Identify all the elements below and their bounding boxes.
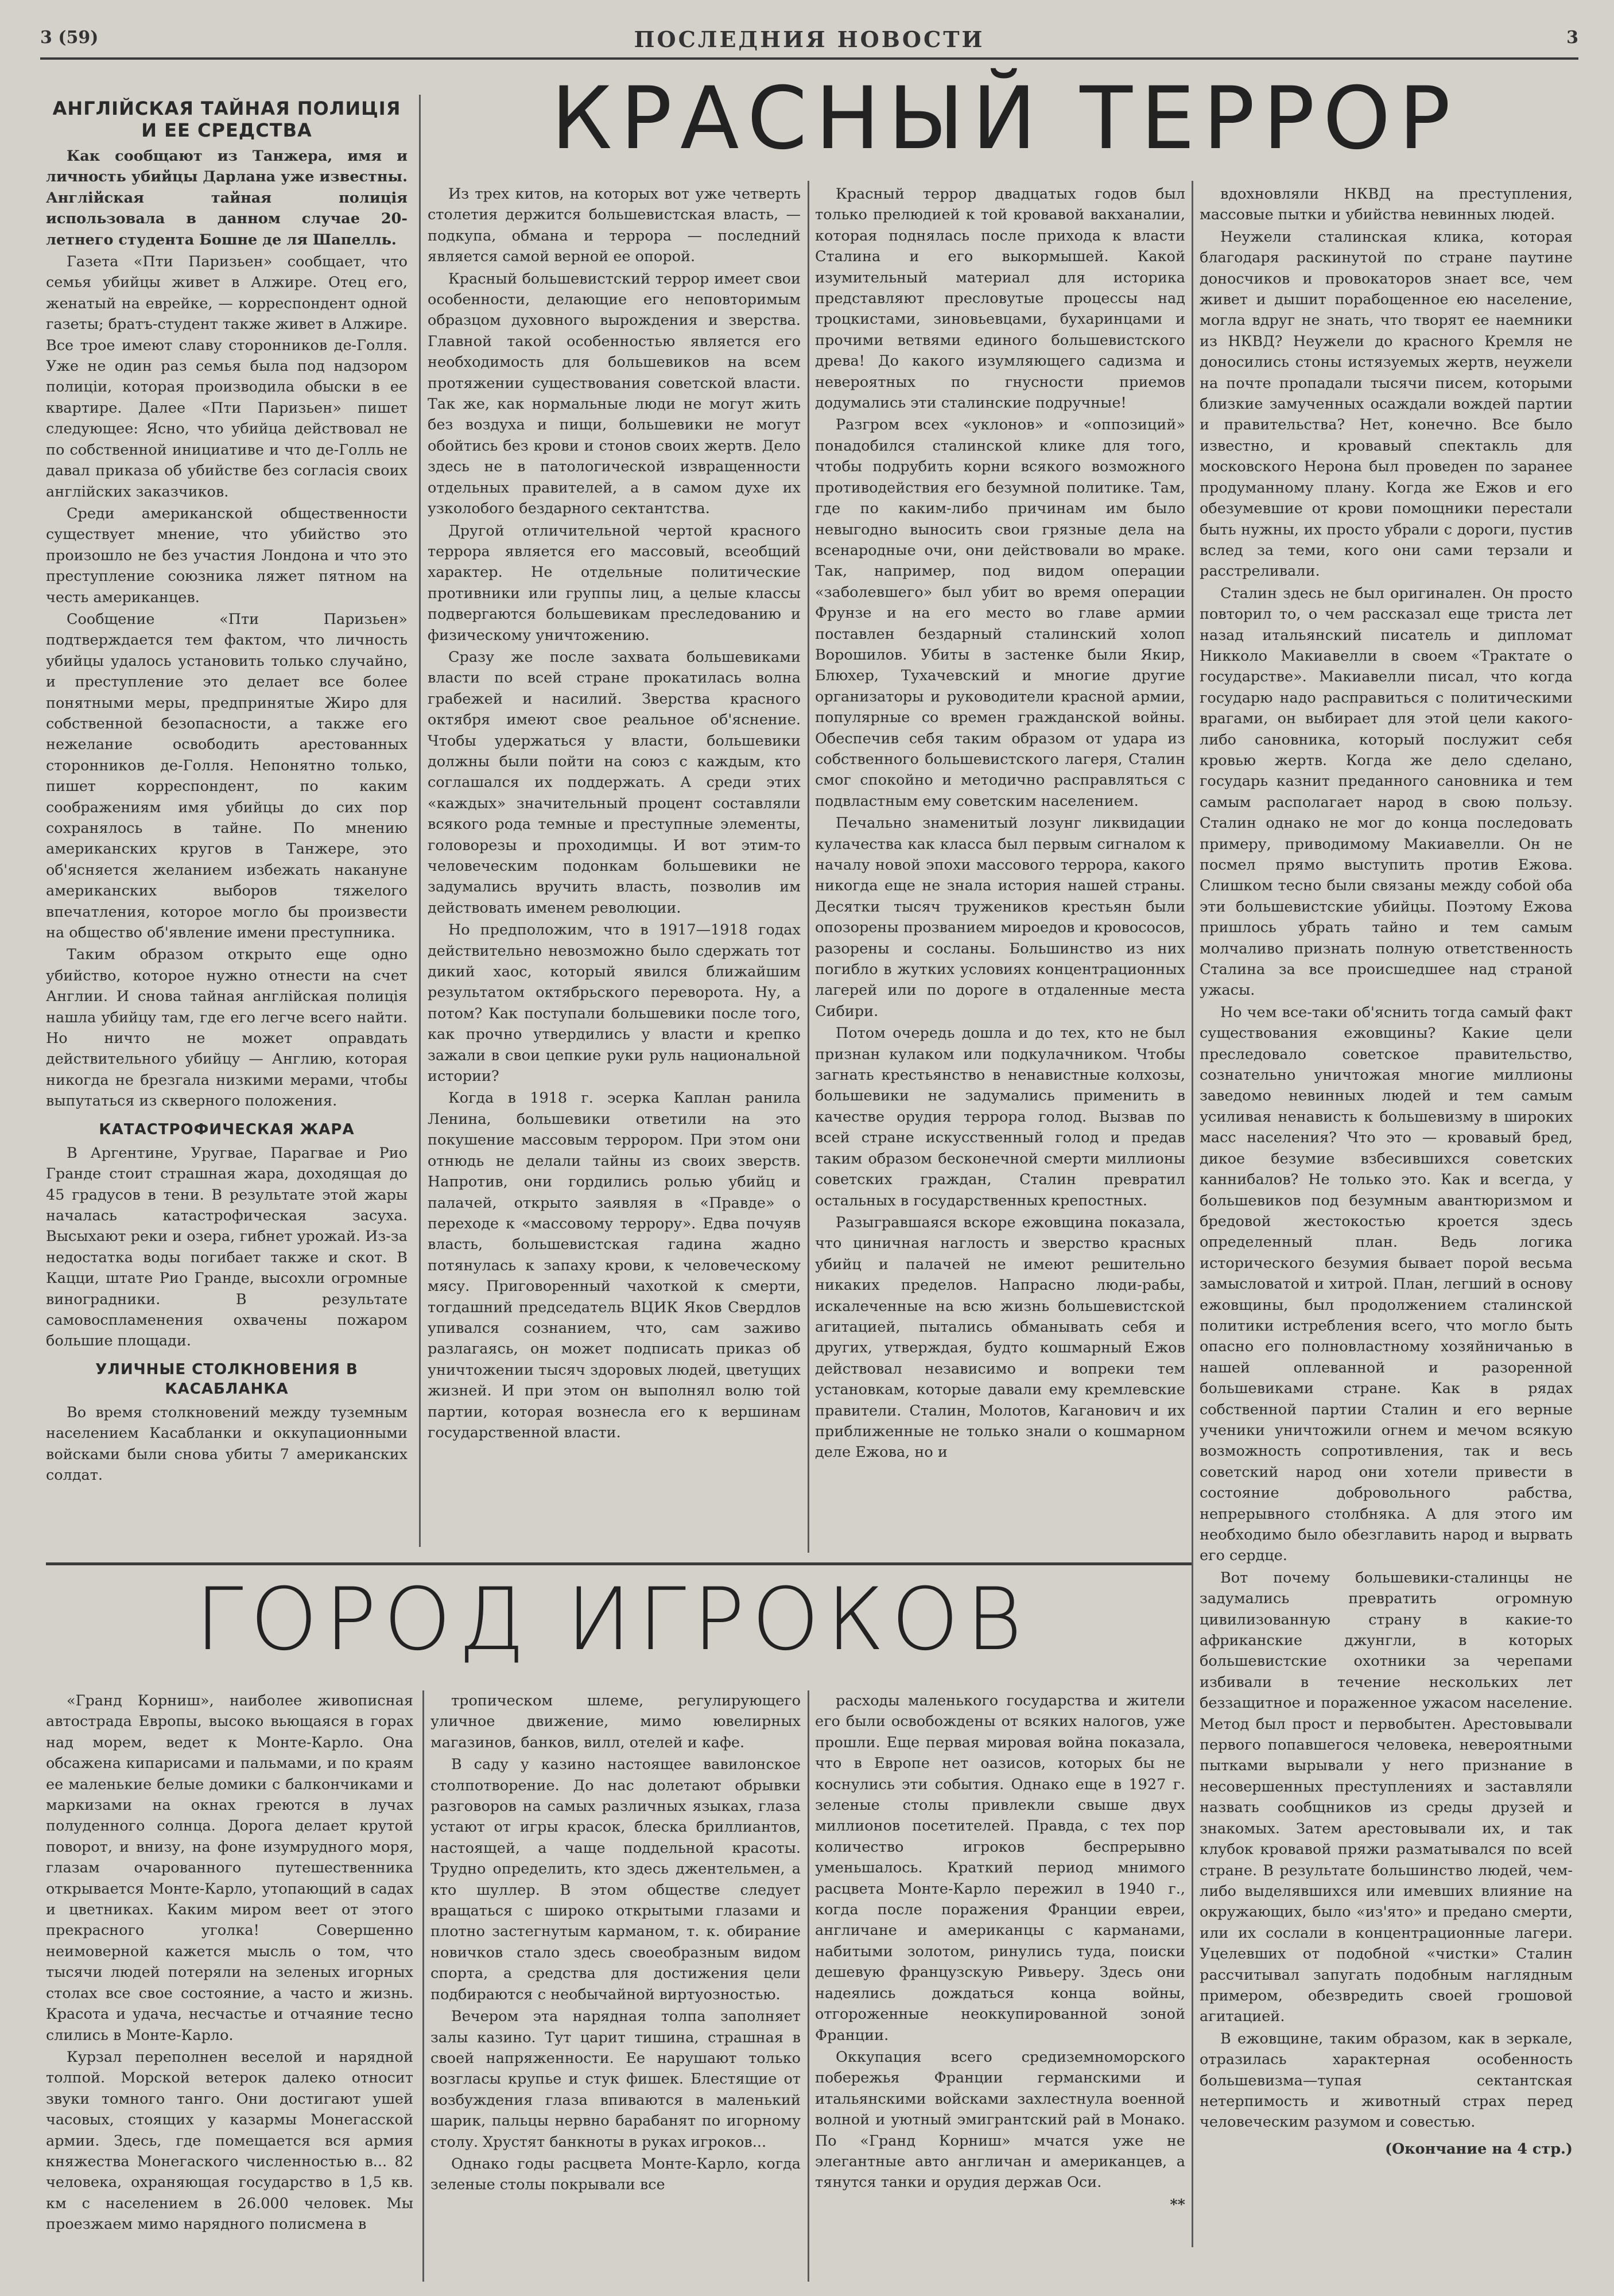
article-title-clashes: УЛИЧНЫЕ СТОЛКНОВЕНИЯ В КАСАБЛАНКА <box>95 1360 358 1398</box>
paragraph: Красный террор двадцатых годов был только прелюдией к той кровавой вакханалии, которая поднялась после прихода к власти Сталина и его выкормышей. Какой изумительный материал для историка представляют пресловутые процессы над троцкистами, зиновьевцами, бухаринцами и прочими ветвями единого большевистского древа! До какого изумляющего садизма и невероятных по гнусности приемов додумались эти сталинские подручные! <box>815 185 1185 412</box>
paragraph: вдохновляли НКВД на преступления, массовые пытки и убийства невинных людей. <box>1200 185 1573 224</box>
paragraph: Другой отличительной чертой красного террора является его массовый, всеобщий характер. Не отдельные политические противники или группы лиц, а целые классы подвергаются большевикам преследованию и физическому уничтожению. <box>428 522 801 644</box>
paragraph: Однако годы расцвета Монте-Карло, когда зеленые столы покрывали все <box>430 2155 801 2194</box>
page-number-right: 3 <box>1566 28 1578 48</box>
paragraph: Потом очередь дошла и до тех, кто не был признан кулаком или подкулачником. Чтобы загнать крестьянство в ненавистные колхозы, большевики не задумались применить в качестве орудия террора голод. Вызвав по всей стране искусственный голод и предав таким образом бесконечной смерти миллионы советских граждан, Сталин превратил остальных в государственных крепостных. <box>815 1025 1185 1209</box>
city-column-2 <box>430 1690 801 2282</box>
paragraph: Вот почему большевики-сталинцы не задумались превратить огромную цивилизованную страну в какие-то африканские джунгли, в которых большевистские охотники за черепами избивали в течение нескольких лет беззащитное и пораженное ужасом население. Метод был прост и первобытен. Арестовывали первого попавшегося человека, невероятными пытками вырывали у него признание в несовершенных преступлениях и заставляли назвать сообщников из среды друзей и знакомых. Затем арестовывали их, и так клубок кровавой пряжи разматывался по всей стране. В результате большинство людей, чем-либо выделявшихся или имевших влияние на окружающих, было «из'ято» и предано смерти, или их сослали в концентрационные лагери. Уцелевших от подобной «чистки» Сталин рассчитывал запугать подобным наглядным примером, обезвредить своей грошовой агитацией. <box>1200 1569 1573 2026</box>
page-header <box>40 23 1578 57</box>
paragraph: расходы маленького государства и жители его были освобождены от всяких налогов, уже прошли. Еще первая мировая война показала, что в Европе нет оазисов, которых бы не коснулись эти события. Однако еще в 1927 г. зеленые столы привлекли свыше двух миллионов посетителей. Правда, с тех пор количество игроков беспрерывно уменьшалось. Краткий период мнимого расцвета Монте-Карло пережил в 1940 г., когда после поражения Франции евреи, англичане и американцы с карманами, набитыми золотом, ринулись туда, поиски дешевую французскую Ривьеру. Здесь они надеялись дождаться конца войны, отгороженные неоккупированной зоной Франции. <box>815 1692 1185 2044</box>
city-column-3 <box>815 1690 1185 2282</box>
city-column-1 <box>46 1690 413 2282</box>
terror-column-3 <box>1200 184 1573 2273</box>
article-lead-police: Как сообщают из Танжера, имя и личность убийцы Дарлана уже известны. Англійская тайная полиція использовала в данном случае 20-летнего студента Бошне де ля Шапелль. <box>46 148 408 249</box>
signature: ** <box>1170 2196 1185 2213</box>
paragraph: В ежовщине, таким образом, как в зеркале, отразилась характерная особенность большевизма—тупая сектантская нетерпимость и животный страх перед человеческим разумом и совестью. <box>1200 2030 1573 2131</box>
section-rule <box>46 1562 1192 1565</box>
paragraph: Сразу же после захвата большевиками власти по всей стране прокатилась волна грабежей и насилий. Зверства красного октября имеют свое реальное об'яснение. Чтобы удержаться у власти, большевики должны были пойти на союз с каждым, кто соглашался их поддержать. А среди этих «каждых» значительный процент составляли всякого рода темные и преступные элементы, головорезы и проходимцы. И вот этим-то человеческим подонкам большевики не задумались вручить власть, позволив им действовать именем революции. <box>428 648 801 917</box>
paragraph: Но чем все-таки об'яснить тогда самый факт существования ежовщины? Какие цели преследовало советское правительство, сознательно уничтожая многие миллионы заведомо невинных людей и тем самым усиливая ненависть к большевизму в широких масс населения? Что это — кровавый бред, дикое безумие взбесившихся советских каннибалов? Не только это. Как и всегда, у большевиков под безумным авантюризмом и бредовой жестокостью кроется здесь определенный план. Ведь логика исторического безумия бывает порой весьма замысловатой и хитрой. План, легший в основу ежовщины, был продолжением сталинской политики истребления всего, что могло быть опасно его полновластному хозяйничанью в нашей оплеванной и разоренной большевиками стране. Как в рядах собственной партии Сталин и его верные ученики уничтожили огнем и мечом всякую возможность сопротивления, так и весь советский народ они хотели привести в состояние добровольного рабства, непрерывного столбняка. А для этого им необходимо было обезглавить народ и вырвать его сердце. <box>1200 1003 1573 1565</box>
paragraph: Печально знаменитый лозунг ликвидации кулачества как класса был первым сигналом к началу новой эпохи массового террора, какого никогда еще не знала история нашей страны. Десятки тысяч тружеников крестьян были опозорены прозванием мироедов и кровососов, разорены и сосланы. Большинство из них погибло в жутких условиях концентрационных лагерей или по дороге в отдаленные места Сибири. <box>815 815 1185 1020</box>
header-rule <box>40 57 1578 60</box>
paragraph: «Гранд Корниш», наиболее живописная автострада Европы, высоко вьющаяся в горах над морем, ведет к Монте-Карло. Она обсажена кипарисами и пальмами, и по краям ее маленькие белые домики с балкончиками и маркизами на окнах греются в лучах полуденного солнца. Дорога делает крутой поворот, и внизу, на фоне изумрудного моря, глазам очарованного путешественника открывается Монте-Карло, утопающий в садах и цветниках. Каким миром веет от этого прекрасного уголка! Совершенно неимоверной кажется мысль о том, что тысячи людей потеряли на зеленых игорных столах все свое состояние, а часто и жизнь. Красота и удача, несчастье и отчаяние тесно слились в Монте-Карло. <box>46 1692 413 2044</box>
paragraph: тропическом шлеме, регулирующего уличное движение, мимо ювелирных магазинов, банков, вилл, отелей и кафе. <box>430 1692 801 1751</box>
masthead: ПОСЛЕДНИЯ НОВОСТИ <box>634 26 985 52</box>
terror-column-2 <box>815 184 1185 1550</box>
article-body-clashes <box>46 1402 408 1486</box>
article-body-heat <box>46 1143 408 1352</box>
column-divider <box>808 1690 809 2282</box>
paragraph: Во время столкновений между туземным населением Касабланки и оккупационными войсками были снова убиты 7 американских солдат. <box>46 1403 408 1484</box>
paragraph: Из трех китов, на которых вот уже четверть столетия держится большевистская власть, — подкупа, обмана и террора — последний является самой верной ее опорой. <box>428 185 801 266</box>
headline-city-of-players: ГОРОД ИГРОКОВ <box>195 1570 1029 1670</box>
paragraph: Сообщение «Пти Паризьен» подтверждается тем фактом, что личность убийцы удалось установить только случайно, и преступление это делает все более понятными меры, предпринятые Жиро для собственной безопасности, а также его нежелание освободить арестованных сторонников де-Голля. Непонятно только, пишет корреспондент, по каким соображениям имя убийцы до сих пор сохранялось в тайне. По мнению американских кругов в Танжере, это об'ясняется желанием избежать накануне американских выборов тяжелого впечатления, которое могло бы произвести на общество об'явление имени преступника. <box>46 610 408 942</box>
paragraph: Таким образом открыто еще одно убийство, которое нужно отнести на счет Англии. И снова тайная англійская полиція нашла убийцу там, где его легче всего найти. Но ничто не может оправдать действительного убийцу — Англию, которая никогда не брезгала низкими мерами, чтобы выпутаться из скверного положения. <box>46 946 408 1110</box>
paragraph: Вечером эта нарядная толпа заполняет залы казино. Тут царит тишина, страшная в своей напряженности. Ее нарушают только возгласы крупье и стук фишек. Блестящие от возбуждения глаза впиваются в маленький шарик, пальцы нервно барабанят по игорному столу. Хрустят банкноты в руках игроков... <box>430 2008 801 2151</box>
paragraph: Неужели сталинская клика, которая благодаря раскинутой по стране паутине доносчиков и провокаторов знает все, чем живет и дышит порабощенное ею население, могла вдруг не знать, что творят ее наемники из НКВД? Неужели до красного Кремля не доносились стоны истязуемых жертв, неужели на почте пропадали тысячи писем, которыми близкие замученных осаждали вождей партии и правительства? Нет, конечно. Все было известно, и кровавый спектакль для московского Нерона был проведен по заранее продуманному плану. Когда же Ежов и его обезумевшие от крови помощники перестали быть нужны, их просто убрали с дороги, пустив вслед за теми, кого они сами терзали и расстреливали. <box>1200 228 1573 580</box>
paragraph: В саду у казино настоящее вавилонское столпотворение. До нас долетают обрывки разговоров на самых различных языках, глаза устают от игры красок, блеска бриллиантов, настоящей, а чаще поддельной красоты. Трудно определить, кто здесь джентельмен, а кто шуллер. В этом обществе следует вращаться с широко открытыми глазами и плотно застегнутым карманом, т. к. обирание новичков стало здесь своеобразным видом спорта, а средства для достижения цели подбираются с необычайной виртуозностью. <box>430 1756 801 2003</box>
paragraph: Газета «Пти Паризьен» сообщает, что семья убийцы живет в Алжире. Отец его, женатый на еврейке, — корреспондент одной газеты; братъ-студент также живет в Алжире. Все трое имеют славу сторонников де-Голля. Уже не один раз семья была под надзором полиціи, которая производила обыски в ее квартире. Далее «Пти Паризьен» пишет следующее: Ясно, что убийца действовал не по собственной инициативе и что де-Голль не давал приказа об убийстве без согласія своих англійских заказчиков. <box>46 253 408 501</box>
column-divider <box>422 1690 424 2282</box>
paragraph: В Аргентине, Уругвае, Парагвае и Рио Гранде стоит страшная жара, доходящая до 45 градусов в тени. В результате этой жары началась катастрофическая засуха. Высыхают реки и озера, гибнет урожай. Из-за недостатка воды погибает также и скот. В Кацци, штате Рио Гранде, высохли огромные виноградники. В результате самовоспламенения охвачены пожаром большие площади. <box>46 1144 408 1350</box>
article-title-heat: КАТАСТРОФИЧЕСКАЯ ЖАРА <box>99 1120 355 1138</box>
paragraph: Среди американской общественности существует мнение, что убийство это произошло не без участия Лондона и что это преступление союзника ляжет пятном на честь американцев. <box>46 505 408 606</box>
column-divider <box>419 95 421 1547</box>
paragraph: Разыгравшаяся вскоре ежовщина показала, что циничная наглость и зверство красных убийц и палачей не имеют решительно никаких пределов. Напрасно люди-рабы, искалеченные на всю жизнь большевистской агитацией, пытались обманывать себя и других, утверждая, будто кошмарный Ежов действовал независимо и вопреки тем установкам, которые давали ему кремлевские правители. Сталин, Молотов, Каганович и их приближенные не только знали о кошмарном деле Ежова, но и <box>815 1213 1185 1461</box>
left-column <box>46 98 408 1515</box>
terror-column-1 <box>428 184 801 1550</box>
paragraph: Курзал переполнен веселой и нарядной толпой. Морской ветерок далеко относит звуки томного танго. Они достигают ушей часовых, стоящих у казармы Монегасской армии. Здесь, где помещается вся армия княжества Монегаского численностью в... 82 человека, охраняющая государство в 1,5 кв. км с населением в 26.000 человек. Мы проезжаем мимо нарядного полисмена в <box>46 2048 413 2233</box>
paragraph: Красный большевистский террор имеет свои особенности, делающие его неповторимым образцом духовного вырождения и зверства. Главной такой особенностью является его необходимость для большевиков на всем протяжении существования советской власти. Так же, как нормальные люди не могут жить без воздуха и пищи, большевики не могут обойтись без крови и стонов своих жертв. Дело здесь не в патологической извращенности отдельных правителей, а в самом духе их узколобого бездарного сектантства. <box>428 270 801 518</box>
paragraph: Разгром всех «уклонов» и «оппозиций» понадобился сталинской клике для того, чтобы подрубить корни всякого возможного противодействия его безумной политике. Там, где по каким-либо причинам им было невыгодно выносить свои грязные дела на всенародные очи, они действовали во мраке. Так, например, под видом операции «заболевшего» был убит во время операции Фрунзе и на его место во главе армии поставлен бездарный сталинский холоп Ворошилов. Убиты в застенке были Якир, Блюхер, Тухачевский и многие другие организаторы и руководители красной армии, популярные со времен гражданской войны. Обеспечив себя таким образом от удара из собственного большевистского лагеря, Сталин смог спокойно и методично расправляться с подвластным ему советским населением. <box>815 416 1185 810</box>
column-divider <box>1192 181 1193 2247</box>
paragraph: Но предположим, что в 1917—1918 годах действительно невозможно было сдержать тот дикий хаос, который явился ближайшим результатом октябрьского переворота. Ну, а потом? Как поступали большевики после того, как прочно утвердились у власти и крепко зажали в свои цепкие руки руль национальной истории? <box>428 921 801 1085</box>
paragraph: Сталин здесь не был оригинален. Он просто повторил то, о чем рассказал еще триста лет назад итальянский писатель и дипломат Никколо Макиавелли в своем «Трактате о государстве». Макиавелли писал, что когда государю надо расправиться с политическими врагами, он выбирает для этой цели какого-либо сановника, который послужит себя кровью жертв. Когда же дело сделано, государь казнит преданного сановника и тем самым располагает народ в свою пользу. Сталин однако не мог до конца последовать примеру, приводимому Макиавелли. Он не посмел прямо выступить против Ежова. Слишком тесно были связаны между собой оба эти большевистские убийцы. Поэтому Ежова пришлось убрать тайно и тем самым молчаливо признать полную ответственность Сталина за все происшедшее над страной ужасы. <box>1200 584 1573 999</box>
column-divider <box>808 181 809 1553</box>
article-title-police: АНГЛІЙСКАЯ ТАЙНАЯ ПОЛИЦІЯ И ЕЕ СРЕДСТВА <box>52 98 401 141</box>
article-body-police <box>46 251 408 1112</box>
page-number-left: 3 (59) <box>40 28 99 48</box>
paragraph: Оккупация всего средиземноморского побережья Франции германскими и итальянскими войсками захлестнула военной волной и уютный эмигрантский рай в Монако. По «Гранд Корниш» мчатся уже не элегантные авто англичан и американцев, а тянутся танки и орудия держав Оси. <box>815 2048 1185 2192</box>
paragraph: Когда в 1918 г. эсерка Каплан ранила Ленина, большевики ответили на это покушение массовым террором. При этом они отнюдь не делали тайны из своих зверств. Напротив, они гордились ролью убийц и палачей, открыто заявляя в «Правде» о переходе к «массовому террору». Едва почуяв власть, большевистская гадина жадно потянулась к запаху крови, к человеческому мясу. Приговоренный чахоткой к смерти, тогдашний председатель ВЦИК Яков Свердлов упивался сознанием, что, сам заживо разлагаясь, он может подписать приказ об уничтожении тысяч здоровых людей, цветущих жизней. И при этом он выполнял волю той партии, которая вознесла его к вершинам государственной власти. <box>428 1089 801 1441</box>
headline-red-terror: КРАСНЫЙ ТЕРРОР <box>551 69 1459 169</box>
continued-note: (Окончание на 4 стр.) <box>1384 2140 1573 2158</box>
